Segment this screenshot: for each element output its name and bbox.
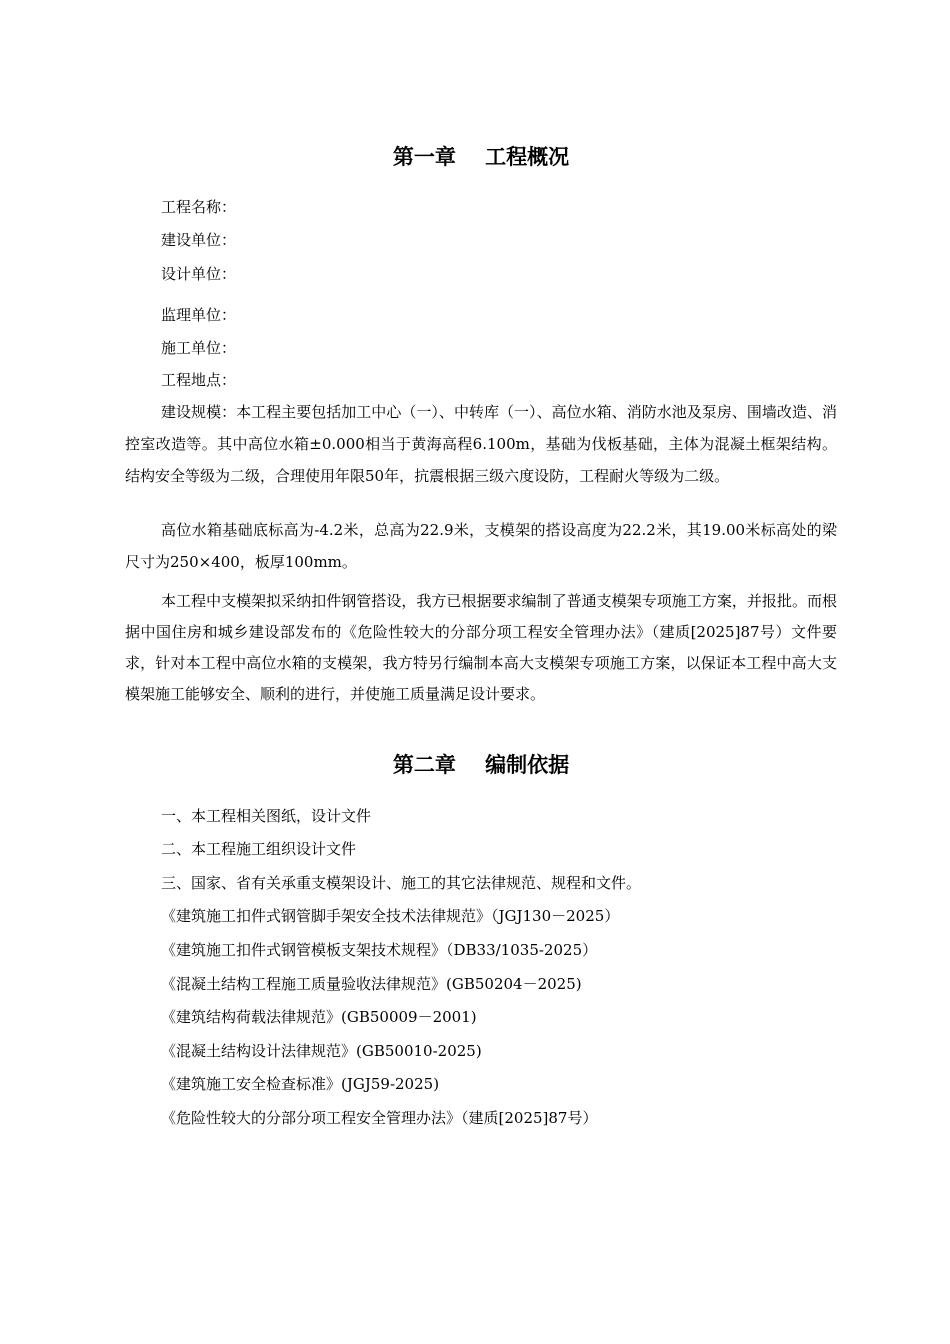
field-location: 工程地点：	[161, 371, 237, 389]
paragraph-dimensions: 高位水箱基础底标高为-4.2米，总高为22.9米，支模架的搭设高度为22.2米，其19.00米标高处的梁尺寸为250×400，板厚100mm。	[125, 521, 837, 571]
basis-item: 《建筑结构荷载法律规范》(GB50009－2001)	[161, 1008, 477, 1026]
field-contractor: 施工单位：	[161, 339, 237, 357]
paragraph-scale: 建设规模：本工程主要包括加工中心（一）、中转库（一）、高位水箱、消防水池及泵房、围墙改造、消控室改造等。其中高位水箱±0.000相当于黄海高程6.100m，基础为伐板基础，主体为混凝土框架结构。结构安全等级为二级，合理使用年限50年，抗震根据三级六度设防，工程耐火等级为二级。	[125, 403, 837, 485]
basis-item: 二、本工程施工组织设计文件	[161, 840, 357, 858]
basis-item: 三、国家、省有关承重支模架设计、施工的其它法律规范、规程和文件。	[161, 874, 642, 892]
basis-item: 《建筑施工扣件式钢管脚手架安全技术法律规范》（JGJ130－2025）	[161, 907, 620, 925]
basis-item: 《混凝土结构设计法律规范》(GB50010-2025)	[161, 1042, 482, 1060]
basis-item: 《建筑施工扣件式钢管模板支架技术规程》（DB33/1035-2025）	[161, 941, 598, 959]
basis-item: 《危险性较大的分部分项工程安全管理办法》（建质[2025]87号）	[161, 1109, 598, 1127]
field-project-name: 工程名称：	[161, 198, 237, 216]
field-designer: 设计单位：	[161, 265, 237, 283]
field-owner: 建设单位：	[161, 231, 237, 249]
basis-item: 《混凝土结构工程施工质量验收法律规范》(GB50204－2025)	[161, 975, 582, 993]
field-supervisor: 监理单位：	[161, 306, 237, 324]
basis-item: 《建筑施工安全检查标准》(JGJ59-2025)	[161, 1075, 440, 1093]
paragraph-purpose: 本工程中支模架拟采纳扣件钢管搭设，我方已根据要求编制了普通支模架专项施工方案，并报批。而根据中国住房和城乡建设部发布的《危险性较大的分部分项工程安全管理办法》（建质[2025]87号）文件要求，针对本工程中高位水箱的支模架，我方特另行编制本高大支模架专项施工方案，以保证本工程中高大支模架施工能够安全、顺利的进行，并使施工质量满足设计要求。	[125, 592, 837, 703]
basis-item: 一、本工程相关图纸，设计文件	[161, 807, 372, 825]
chapter-2-title: 第二章 编制依据	[392, 753, 570, 777]
chapter-1-title: 第一章 工程概况	[392, 145, 570, 169]
